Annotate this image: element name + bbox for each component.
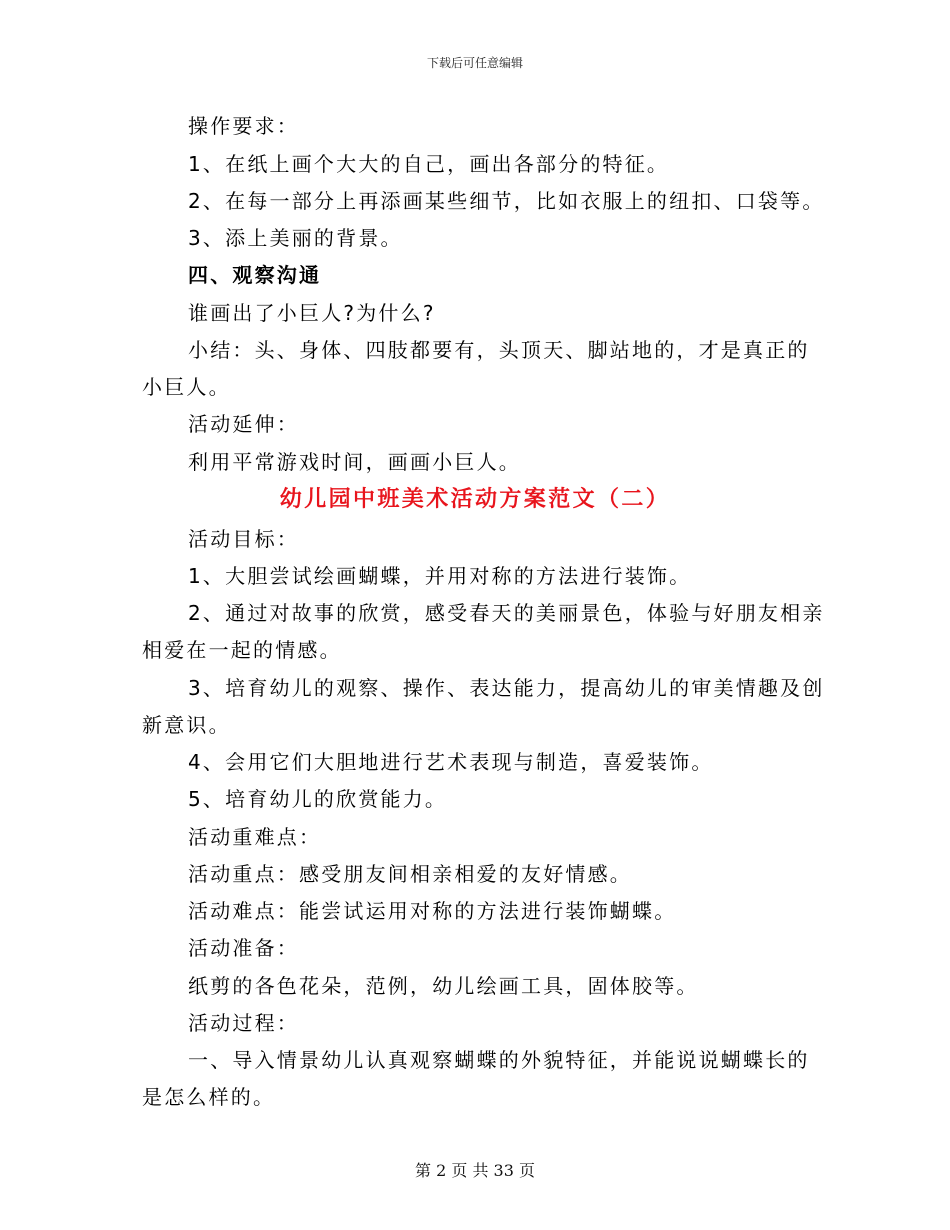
paragraph-line: 活动延伸： bbox=[188, 412, 299, 436]
document-title: 幼儿园中班美术活动方案范文（二） bbox=[279, 487, 671, 512]
section-heading: 四、观察沟通 bbox=[188, 263, 322, 287]
paragraph-line: 新意识。 bbox=[142, 713, 231, 737]
paragraph-line: 纸剪的各色花朵，范例，幼儿绘画工具，固体胶等。 bbox=[188, 974, 699, 998]
paragraph-line: 活动重难点： bbox=[188, 825, 322, 849]
paragraph-line: 活动过程： bbox=[188, 1011, 299, 1035]
paragraph-line: 4、会用它们大胆地进行艺术表现与制造，喜爱装饰。 bbox=[188, 750, 714, 774]
paragraph-line: 5、培育幼儿的欣赏能力。 bbox=[188, 787, 448, 811]
page-number: 第 2 页 共 33 页 bbox=[415, 1161, 535, 1180]
paragraph-line: 一、导入情景幼儿认真观察蝴蝶的外貌特征，并能说说蝴蝶长的 bbox=[188, 1048, 810, 1072]
paragraph-line: 利用平常游戏时间，画画小巨人。 bbox=[188, 450, 521, 474]
paragraph-line: 2、在每一部分上再添画某些细节，比如衣服上的纽扣、口袋等。 bbox=[188, 189, 825, 213]
paragraph-line: 相爱在一起的情感。 bbox=[142, 638, 342, 662]
paragraph-line: 3、添上美丽的背景。 bbox=[188, 226, 403, 250]
paragraph-line: 活动目标： bbox=[188, 527, 299, 551]
paragraph-line: 小巨人。 bbox=[142, 375, 231, 399]
paragraph-line: 操作要求： bbox=[188, 114, 299, 138]
paragraph-line: 活动准备： bbox=[188, 936, 299, 960]
header-note: 下载后可任意编辑 bbox=[426, 56, 523, 70]
paragraph-line: 1、在纸上画个大大的自己，画出各部分的特征。 bbox=[188, 152, 670, 176]
paragraph-line: 活动难点：能尝试运用对称的方法进行装饰蝴蝶。 bbox=[188, 899, 677, 923]
paragraph-line: 2、通过对故事的欣赏，感受春天的美丽景色，体验与好朋友相亲 bbox=[188, 601, 825, 625]
paragraph-line: 活动重点：感受朋友间相亲相爱的友好情感。 bbox=[188, 862, 632, 886]
paragraph-line: 小结：头、身体、四肢都要有，头顶天、脚站地的，才是真正的 bbox=[188, 338, 810, 362]
paragraph-line: 1、大胆尝试绘画蝴蝶，并用对称的方法进行装饰。 bbox=[188, 564, 692, 588]
paragraph-line: 谁画出了小巨人?为什么? bbox=[188, 301, 436, 325]
paragraph-line: 3、培育幼儿的观察、操作、表达能力，提高幼儿的审美情趣及创 bbox=[188, 676, 825, 700]
paragraph-line: 是怎么样的。 bbox=[142, 1085, 276, 1109]
